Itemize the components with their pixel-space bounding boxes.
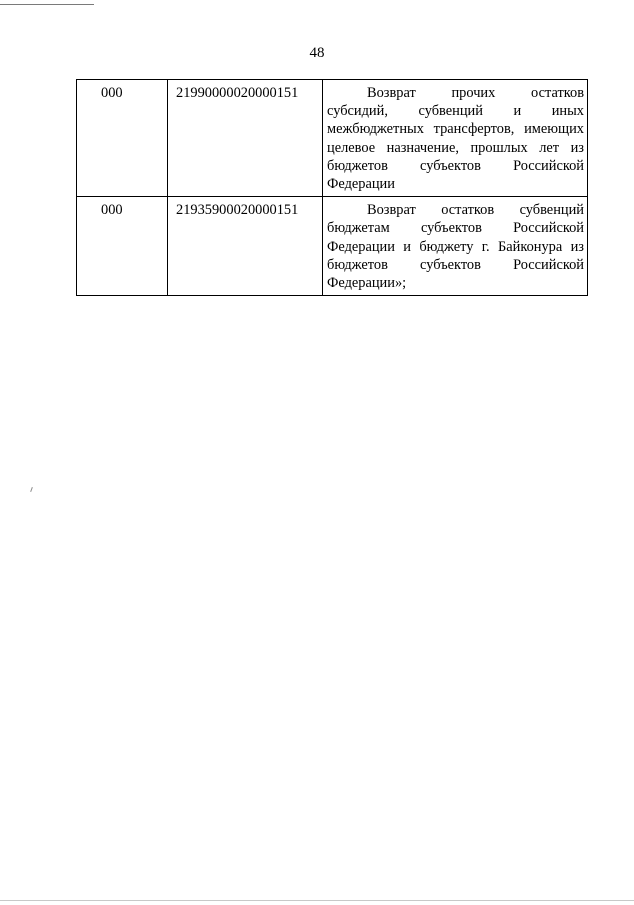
table-row — [77, 197, 588, 296]
budget-classification-code-cell: 21990000020000151 — [168, 80, 323, 197]
income-description-cell: Возврат прочих остатков субсидий, субвенций и иных межбюджетных трансфертов, имеющих целевое назначение, прошлых лет из бюджетов субъектов Российской Федерации — [323, 80, 588, 197]
scan-speck — [30, 487, 33, 492]
scan-corner-mark — [0, 4, 94, 5]
income-description-cell: Возврат остатков субвенций бюджетам субъектов Российской Федерации и бюджету г. Байконура из бюджетов субъектов Российской Федерации»; — [323, 197, 588, 296]
page-number: 48 — [309, 45, 325, 61]
admin-code-cell: 000 — [77, 80, 168, 197]
budget-codes-table — [76, 79, 588, 296]
scan-bottom-edge — [0, 900, 634, 901]
table-row — [77, 80, 588, 197]
budget-classification-code-cell: 21935900020000151 — [168, 197, 323, 296]
admin-code-cell: 000 — [77, 197, 168, 296]
